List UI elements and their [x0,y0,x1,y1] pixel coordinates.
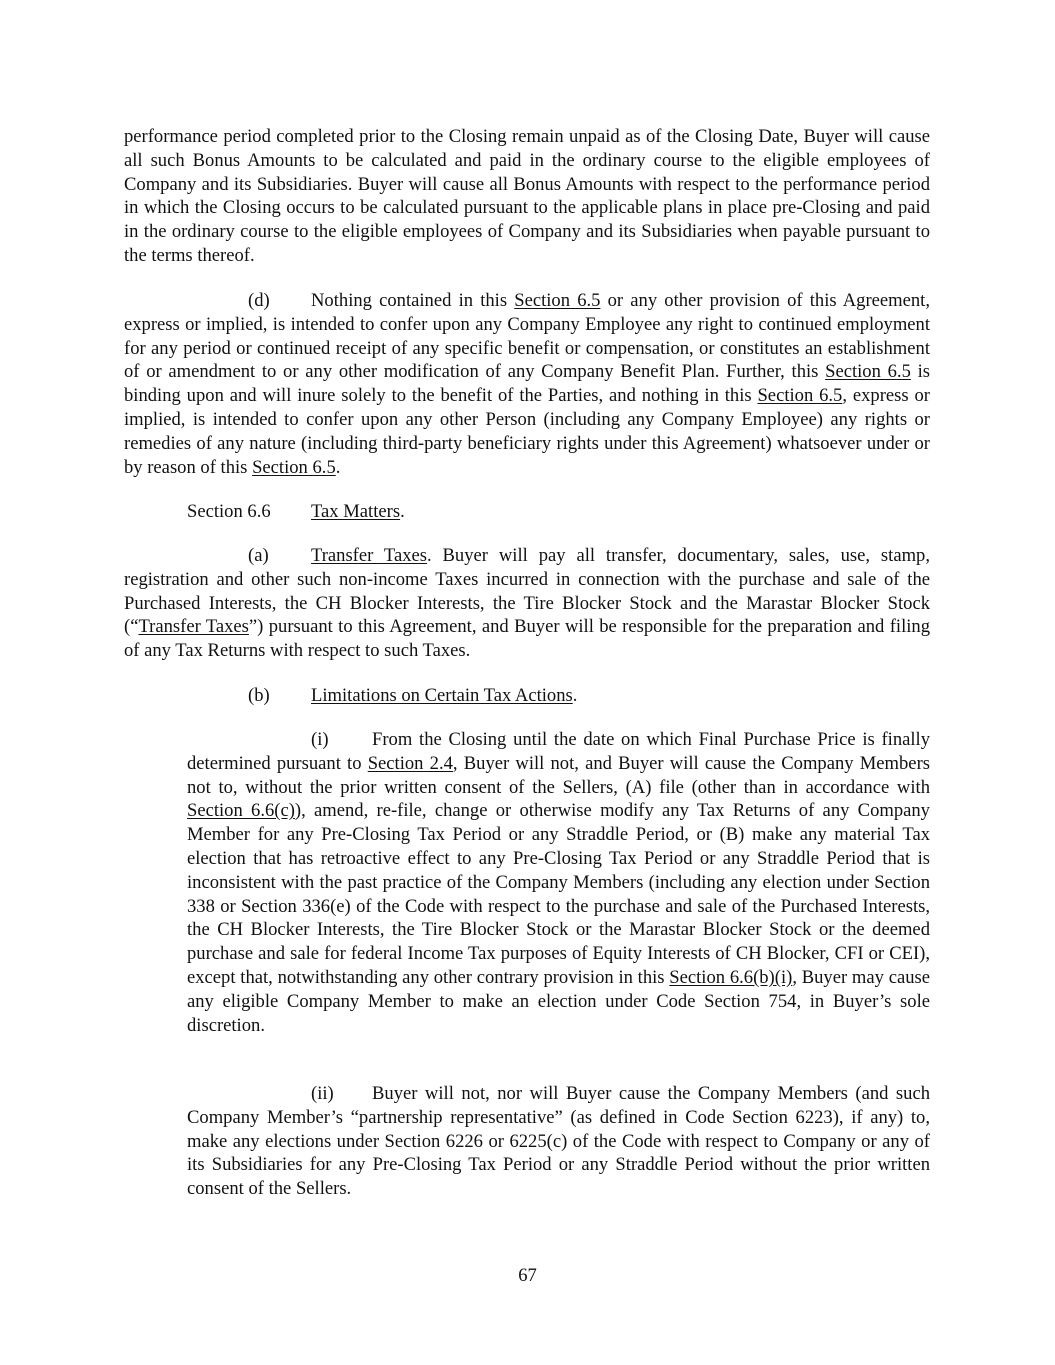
paragraph-b-label: (b) [248,685,270,706]
paragraph-b-heading: (b) Limitations on Certain Tax Actions. [248,685,578,706]
section-number: Section 6.6 [187,501,271,522]
page-number: 67 [518,1265,537,1286]
paragraph-b-title: Limitations on Certain Tax Actions [311,685,573,706]
section-reference: Section 6.6(c) [187,800,295,822]
paragraph-d: (d) Nothing contained in this Section 6.5 or any other provision of this Agreement, express or implied, is intended to confer upon any Company Employee any right to continued employment for any period or continued receipt of any specific benefit or compensation, or constitutes an establishment of or amendment to or any other modification of any Company Benefit Plan. Further, this Section 6.5 is binding upon and will inure solely to the benefit of the Parties, and nothing in this Section 6.5, express or implied, is intended to confer upon any other Person (including any Company Employee) any rights or remedies of any nature (including third-party beneficiary rights under this Agreement) whatsoever under or by reason of this Section 6.5. [124,290,930,478]
paragraph-a: (a) Transfer Taxes. Buyer will pay all transfer, documentary, sales, use, stamp, registration and other such non-income Taxes incurred in connection with the purchase and sale of the Purchased Interests, the CH Blocker Interests, the Tire Blocker Stock and the Marastar Blocker Stock (“Transfer Taxes”) pursuant to this Agreement, and Buyer will be responsible for the preparation and filing of any Tax Returns with respect to such Taxes. [124,545,930,662]
paragraph-a-label: (a) [248,545,269,566]
section-reference: Section 6.5 [757,385,843,407]
section-reference: Section 2.4 [367,752,453,774]
paragraph-d-label: (d) [248,290,270,311]
paragraph-c-continuation: performance period completed prior to the Closing remain unpaid as of the Closing Date, Buyer will cause all such Bonus Amounts to be calculated and paid in the ordinary course to the eligible employees of Company and its Subsidiaries. Buyer will cause all Bonus Amounts with respect to the performance period in which the Closing occurs to be calculated pursuant to the applicable plans in place pre-Closing and paid in the ordinary course to the eligible employees of Company and its Subsidiaries when payable pursuant to the terms thereof. [124,126,930,266]
paragraph-b-ii: (ii) Buyer will not, nor will Buyer cause the Company Members (and such Company Member’s “partnership representative” (as defined in Code Section 6223), if any) to, make any elections under Section 6226 or 6225(c) of the Code with respect to Company or any of its Subsidiaries for any Pre-Closing Tax Period or any Straddle Period without the prior written consent of the Sellers. [187,1083,930,1200]
section-6-6-heading: Section 6.6 Tax Matters. [187,501,405,522]
section-reference: Section 6.6(b)(i) [669,966,793,988]
paragraph-b-i-label: (i) [311,729,329,750]
section-title: Tax Matters [311,501,401,522]
paragraph-b-i: (i) From the Closing until the date on which Final Purchase Price is finally determined pursuant to Section 2.4, Buyer will not, and Buyer will cause the Company Members not to, without the prior written consent of the Sellers, (A) file (other than in accordance with Section 6.6(c)), amend, re-file, change or otherwise modify any Tax Returns of any Company Member for any Pre-Closing Tax Period or any Straddle Period, or (B) make any material Tax election that has retroactive effect to any Pre-Closing Tax Period or any Straddle Period that is inconsistent with the past practice of the Company Members (including any election under Section 338 or Section 336(e) of the Code with respect to the purchase and sale of the Purchased Interests, the CH Blocker Interests, the Tire Blocker Stock or the Marastar Blocker Stock or the deemed purchase and sale for federal Income Tax purposes of Equity Interests of CH Blocker, CFI or CEI), except that, notwithstanding any other contrary provision in this Section 6.6(b)(i), Buyer may cause any eligible Company Member to make an election under Code Section 754, in Buyer’s sole discretion. [187,729,930,1036]
paragraph-b-ii-label: (ii) [311,1083,334,1104]
section-reference: Section 6.5 [252,456,336,478]
defined-term: Transfer Taxes [138,616,249,638]
section-reference: Section 6.5 [514,290,601,311]
paragraph-a-heading: Transfer Taxes [311,545,427,566]
section-reference: Section 6.5 [825,361,911,383]
